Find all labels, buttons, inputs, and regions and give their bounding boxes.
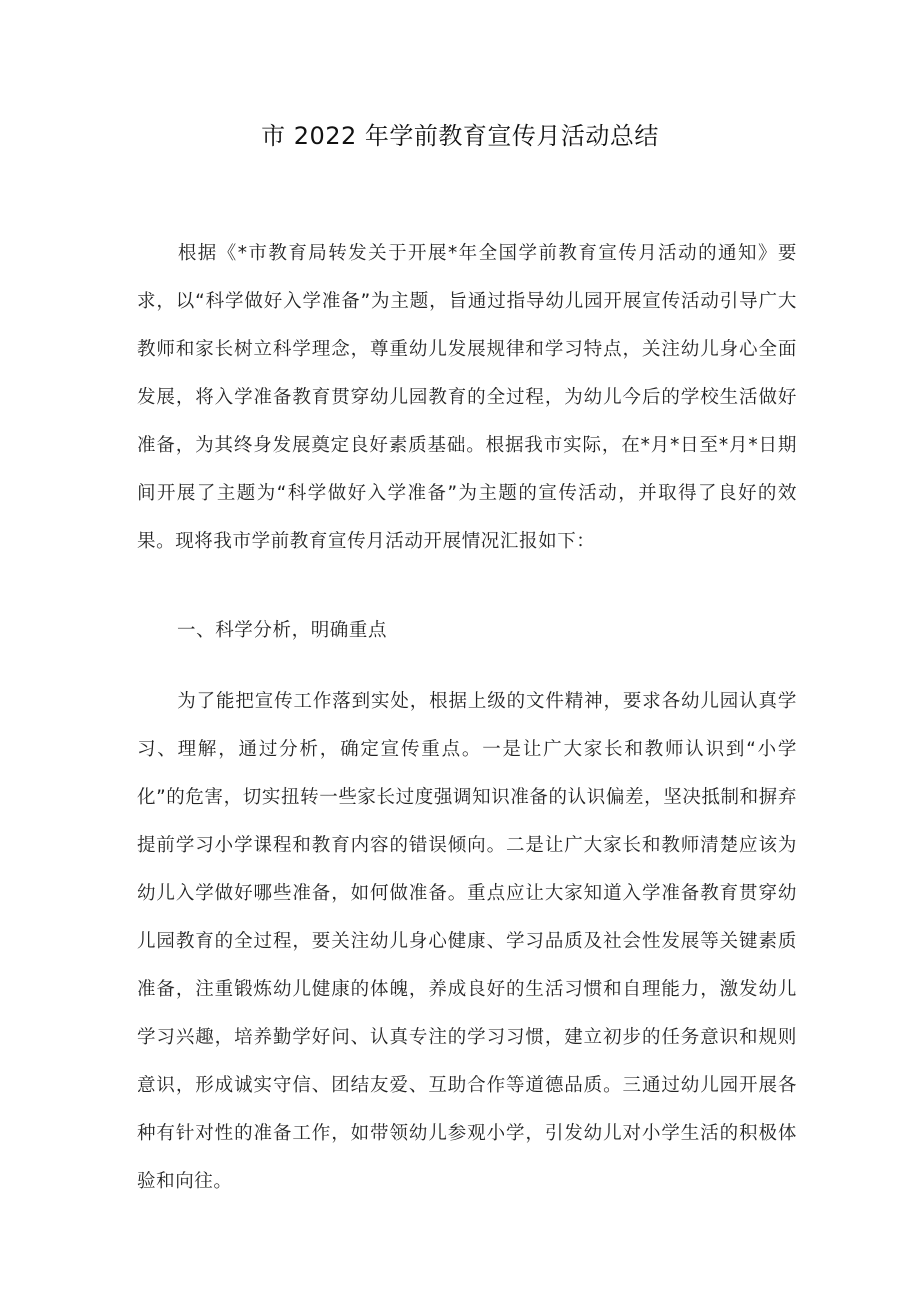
section-heading-text: 一、科学分析，明确重点 xyxy=(177,620,388,641)
intro-paragraph-text: 根据《*市教育局转发关于开展*年全国学前教育宣传月活动的通知》要求，以“科学做好入学准备”为主题，旨通过指导幼儿园开展宣传活动引导广大教师和家长树立科学理念，尊重幼儿发展规律和学习特点，关注幼儿身心全面发展，将入学准备教育贯穿幼儿园教育的全过程，为幼儿今后的学校生活做好准备，为其终身发展奠定良好素质基础。根据我市实际，在*月*日至*月*日期间开展了主题为“科学做好入学准备”为主题的宣传活动，并取得了良好的效果。现将我市学前教育宣传月活动开展情况汇报如下： xyxy=(137,243,797,552)
section-heading xyxy=(137,607,797,655)
document-title: 市 2022 年学前教育宣传月活动总结 xyxy=(261,122,659,150)
section-paragraph-text: 为了能把宣传工作落到实处，根据上级的文件精神，要求各幼儿园认真学习、理解，通过分析，确定宣传重点。一是让广大家长和教师认识到“小学化”的危害，切实扭转一些家长过度强调知识准备的认识偏差，坚决抵制和摒弃提前学习小学课程和教育内容的错误倾向。二是让广大家长和教师清楚应该为幼儿入学做好哪些准备，如何做准备。重点应让大家知道入学准备教育贯穿幼儿园教育的全过程，要关注幼儿身心健康、学习品质及社会性发展等关键素质准备，注重锻炼幼儿健康的体魄，养成良好的生活习惯和自理能力，激发幼儿学习兴趣，培养勤学好问、认真专注的学习习惯，建立初步的任务意识和规则意识，形成诚实守信、团结友爱、互助合作等道德品质。三通过幼儿园开展各种有针对性的准备工作，如带领幼儿参观小学，引发幼儿对小学生活的积极体验和向往。 xyxy=(137,691,797,1192)
section-paragraph xyxy=(137,678,797,1206)
intro-paragraph xyxy=(137,230,797,566)
